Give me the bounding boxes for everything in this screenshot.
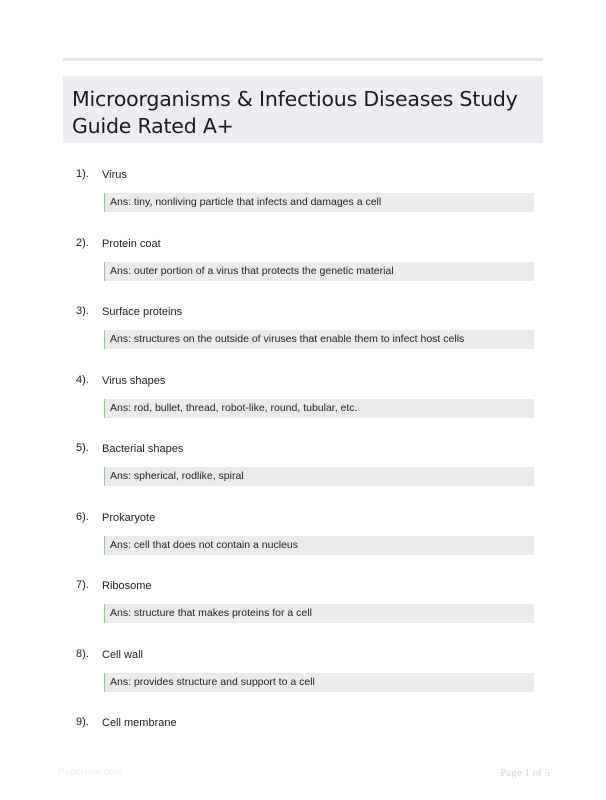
page-number: Page 1 of 5 (500, 767, 550, 779)
item-question: Ribosome (102, 580, 152, 592)
item-answer: Ans: structures on the outside of viruses that enable them to infect host cells (104, 330, 534, 349)
item-number: 1). (76, 168, 89, 180)
item-number: 8). (76, 648, 89, 660)
item-question: Cell wall (102, 649, 143, 661)
top-divider (63, 58, 543, 61)
list-item (0, 578, 606, 638)
item-number: 9). (76, 716, 89, 728)
item-answer: Ans: outer portion of a virus that protects the genetic material (104, 262, 534, 281)
item-question: Cell membrane (102, 717, 177, 729)
item-number: 2). (76, 237, 89, 249)
list-item (0, 510, 606, 570)
item-question: Prokaryote (102, 512, 156, 524)
list-item (0, 715, 606, 775)
watermark-text: Paperbite.com (58, 767, 123, 778)
item-number: 5). (76, 442, 89, 454)
item-answer: Ans: rod, bullet, thread, robot-like, round, tubular, etc. (104, 399, 534, 418)
item-answer: Ans: spherical, rodlike, spiral (104, 467, 534, 486)
item-number: 7). (76, 579, 89, 591)
item-answer: Ans: cell that does not contain a nucleus (104, 536, 534, 555)
list-item (0, 441, 606, 501)
item-question: Bacterial shapes (102, 443, 184, 455)
item-question: Protein coat (102, 238, 161, 250)
item-question: Virus shapes (102, 375, 166, 387)
list-item (0, 304, 606, 364)
item-answer: Ans: tiny, nonliving particle that infects and damages a cell (104, 193, 534, 212)
list-item (0, 236, 606, 296)
page-title: Microorganisms & Infectious Diseases Study Guide Rated A+ (72, 87, 518, 138)
list-item (0, 167, 606, 227)
item-answer: Ans: provides structure and support to a cell (104, 673, 534, 692)
title-banner (63, 76, 543, 143)
item-number: 3). (76, 305, 89, 317)
list-item (0, 373, 606, 433)
item-question: Virus (102, 169, 127, 181)
item-number: 6). (76, 511, 89, 523)
item-question: Surface proteins (102, 306, 183, 318)
list-item (0, 647, 606, 707)
item-number: 4). (76, 374, 89, 386)
item-answer: Ans: structure that makes proteins for a cell (104, 604, 534, 623)
